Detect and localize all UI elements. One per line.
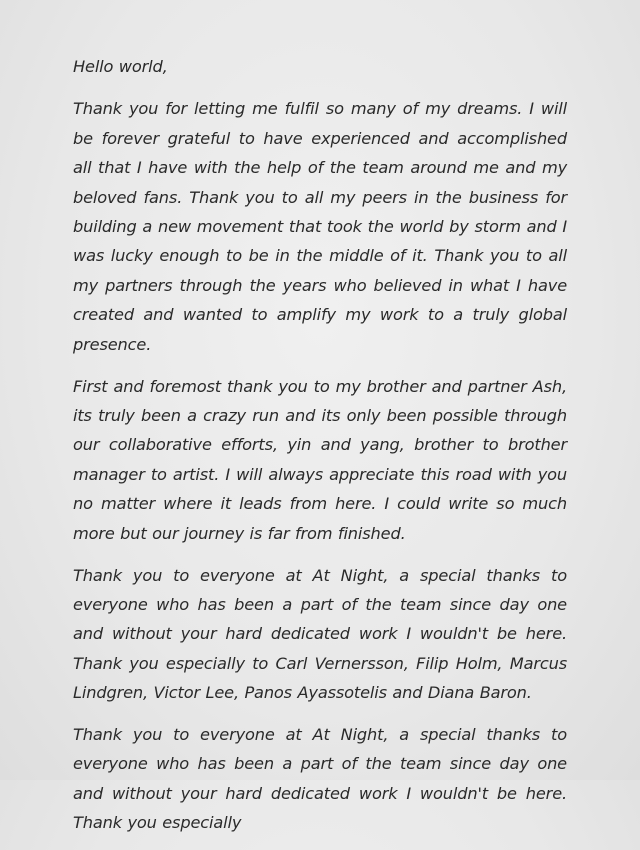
letter-paragraph: First and foremost thank you to my brother and partner Ash, its truly been a crazy run and its only been possible through our collaborative efforts, yin and yang, brother to brother manager to artist. I will always appreciate this road with you no matter where it leads from here. I could write so much more but our journey is far from finished.: [73, 376, 567, 543]
letter-paragraph: Thank you to everyone at At Night, a special thanks to everyone who has been a part of the team since day one and without your hard dedicated work I wouldn't be here. Thank you especially: [73, 725, 567, 833]
letter-greeting: Hello world,: [73, 57, 168, 76]
letter-paragraph: Thank you to everyone at At Night, a special thanks to everyone who has been a part of the team since day one and without your hard dedicated work I wouldn't be here. Thank you especially to Carl Vernersson, Filip Holm, Marcus Lindgren, Victor Lee, Panos Ayassotelis and Diana Baron.: [73, 565, 567, 703]
letter-body: [73, 52, 567, 850]
letter-paragraph: Thank you for letting me fulfil so many of my dreams. I will be forever grateful to have experienced and accomplished all that I have with the help of the team around me and my beloved fans. Thank you to all my peers in the business for building a new movement that took the world by storm and I was lucky enough to be in the middle of it. Thank you to all my partners through the years who believed in what I have created and wanted to amplify my work to a truly global presence.: [73, 99, 567, 354]
